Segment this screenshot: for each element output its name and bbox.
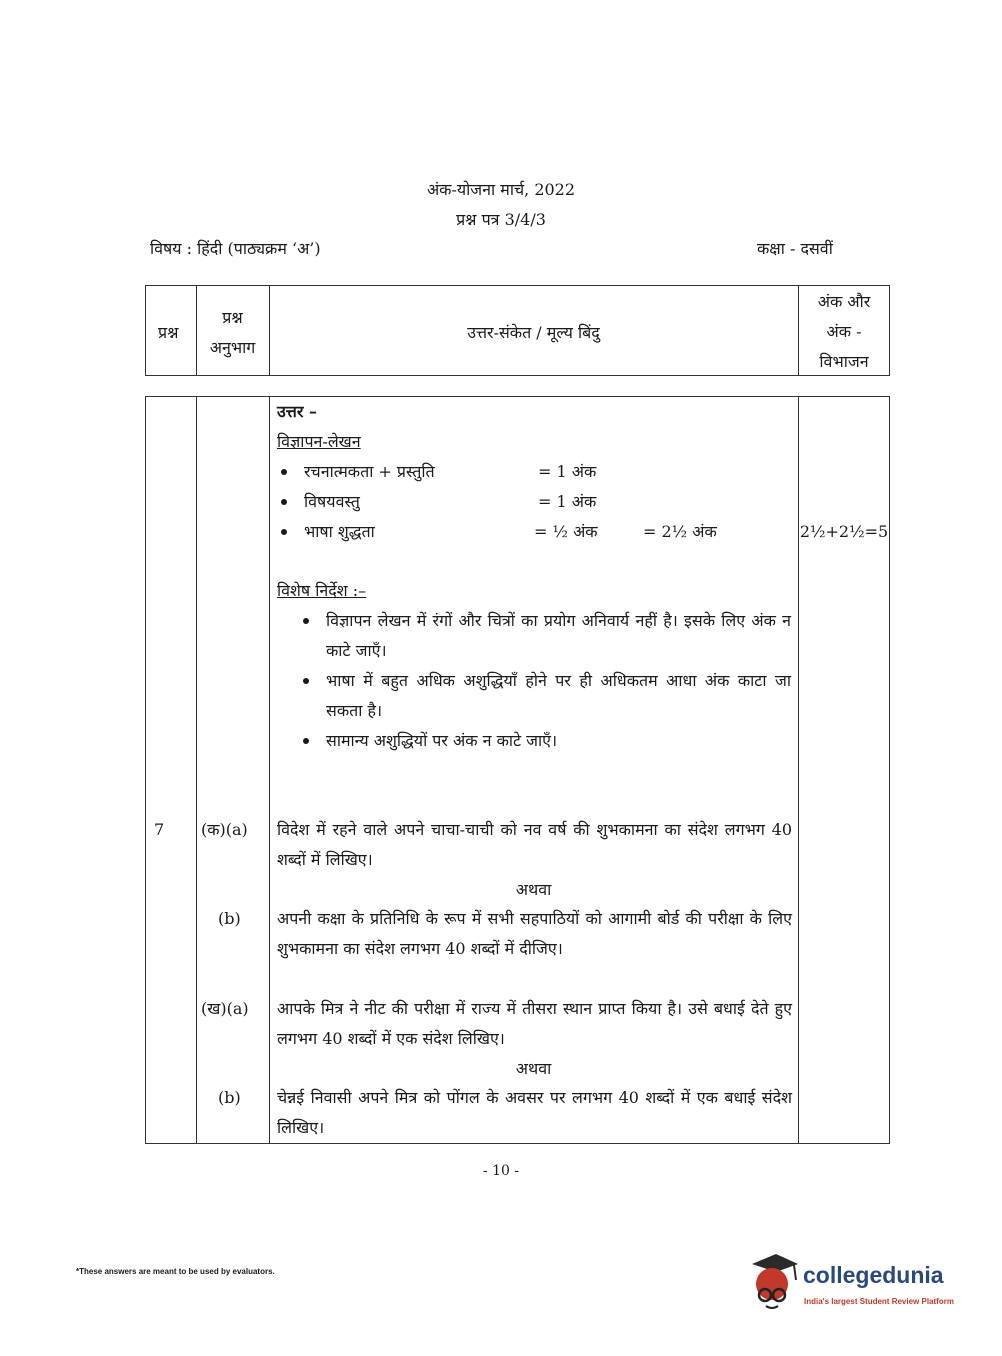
col-marks-line2: अंक - — [826, 322, 862, 341]
bullet-icon — [303, 678, 309, 684]
brand-mascot-icon — [742, 1250, 800, 1312]
col-section-line2: अनुभाग — [209, 338, 256, 357]
section-ka-b-text: अपनी कक्षा के प्रतिनिधि के रूप में सभी सहपाठियों को आगामी बोर्ड की परीक्षा के लिए शुभकामना का संदेश लगभग 40 शब्दों में दीजिए। — [277, 909, 792, 958]
header-table — [145, 285, 890, 376]
section-kha-a-text: आपके मित्र ने नीट की परीक्षा में राज्य में तीसरा स्थान प्राप्त किया है। उसे बधाई देते हुए लगभग 40 शब्दों में एक संदेश लिखिए। — [277, 999, 792, 1048]
col-answer: उत्तर-संकेत / मूल्य बिंदु — [467, 323, 600, 342]
col-marks-line1: अंक और — [817, 292, 871, 311]
subject-label: विषय : हिंदी (पाठ्यक्रम ‘अ’) — [150, 239, 321, 258]
question-number: 7 — [154, 820, 165, 839]
section-kha-b-label: (b) — [218, 1088, 241, 1107]
criterion-name: भाषा शुद्धता — [304, 522, 375, 541]
criteria-total: = 2½ अंक — [643, 522, 717, 541]
brand-name: collegedunia — [803, 1262, 944, 1288]
criterion-marks: = 1 अंक — [538, 462, 597, 481]
criterion-name: विषयवस्तु — [304, 492, 360, 511]
main-table — [145, 396, 890, 1144]
criterion-marks: = ½ अंक — [534, 522, 598, 541]
col-marks-line3: विभाजन — [819, 352, 869, 371]
special-note: भाषा में बहुत अधिक अशुद्धियाँ होने पर ही अधिकतम आधा अंक काटा जा सकता है। — [326, 671, 791, 720]
special-note: सामान्य अशुद्धियों पर अंक न काटे जाएँ। — [326, 731, 558, 750]
special-heading: विशेष निर्देश :– — [277, 581, 367, 600]
bullet-icon — [303, 618, 309, 624]
section-kha-b-text: चेन्नई निवासी अपने मित्र को पोंगल के अवसर पर लगभग 40 शब्दों में एक बधाई संदेश लिखिए। — [277, 1088, 792, 1137]
or-label: अथवा — [515, 880, 552, 899]
answer-heading: विज्ञापन-लेखन — [277, 432, 361, 451]
page-number: - 10 - — [482, 1163, 520, 1179]
brand-tagline: India's largest Student Review Platform — [804, 1297, 954, 1306]
bullet-icon — [281, 529, 287, 535]
class-label: कक्षा - दसवीं — [757, 239, 833, 258]
bullet-icon — [281, 469, 287, 475]
or-label: अथवा — [515, 1059, 552, 1078]
special-note: विज्ञापन लेखन में रंगों और चित्रों का प्रयोग अनिवार्य नहीं है। इसके लिए अंक न काटे जाएँ। — [326, 611, 791, 660]
section-ka-b-label: (b) — [218, 909, 241, 928]
bullet-icon — [281, 499, 287, 505]
doc-title: अंक-योजना मार्च, 2022 — [426, 180, 576, 199]
criterion-marks: = 1 अंक — [538, 492, 597, 511]
col-section-line1: प्रश्न — [222, 308, 243, 327]
bullet-icon — [303, 738, 309, 744]
section-ka-a-label: (क)(a) — [201, 820, 248, 839]
footer-note: *These answers are meant to be used by evaluators. — [76, 1267, 275, 1276]
section-ka-a-text: विदेश में रहने वाले अपने चाचा-चाची को नव वर्ष की शुभकामना का संदेश लगभग 40 शब्दों में लिखिए। — [277, 820, 792, 869]
paper-code: प्रश्न पत्र 3/4/3 — [456, 210, 546, 229]
answer-label: उत्तर – — [277, 402, 317, 421]
section-kha-a-label: (ख)(a) — [201, 999, 249, 1018]
criterion-name: रचनात्मकता + प्रस्तुति — [304, 462, 435, 481]
col-question: प्रश्न — [158, 323, 179, 342]
marks-split: 2½+2½=5 — [799, 522, 889, 541]
